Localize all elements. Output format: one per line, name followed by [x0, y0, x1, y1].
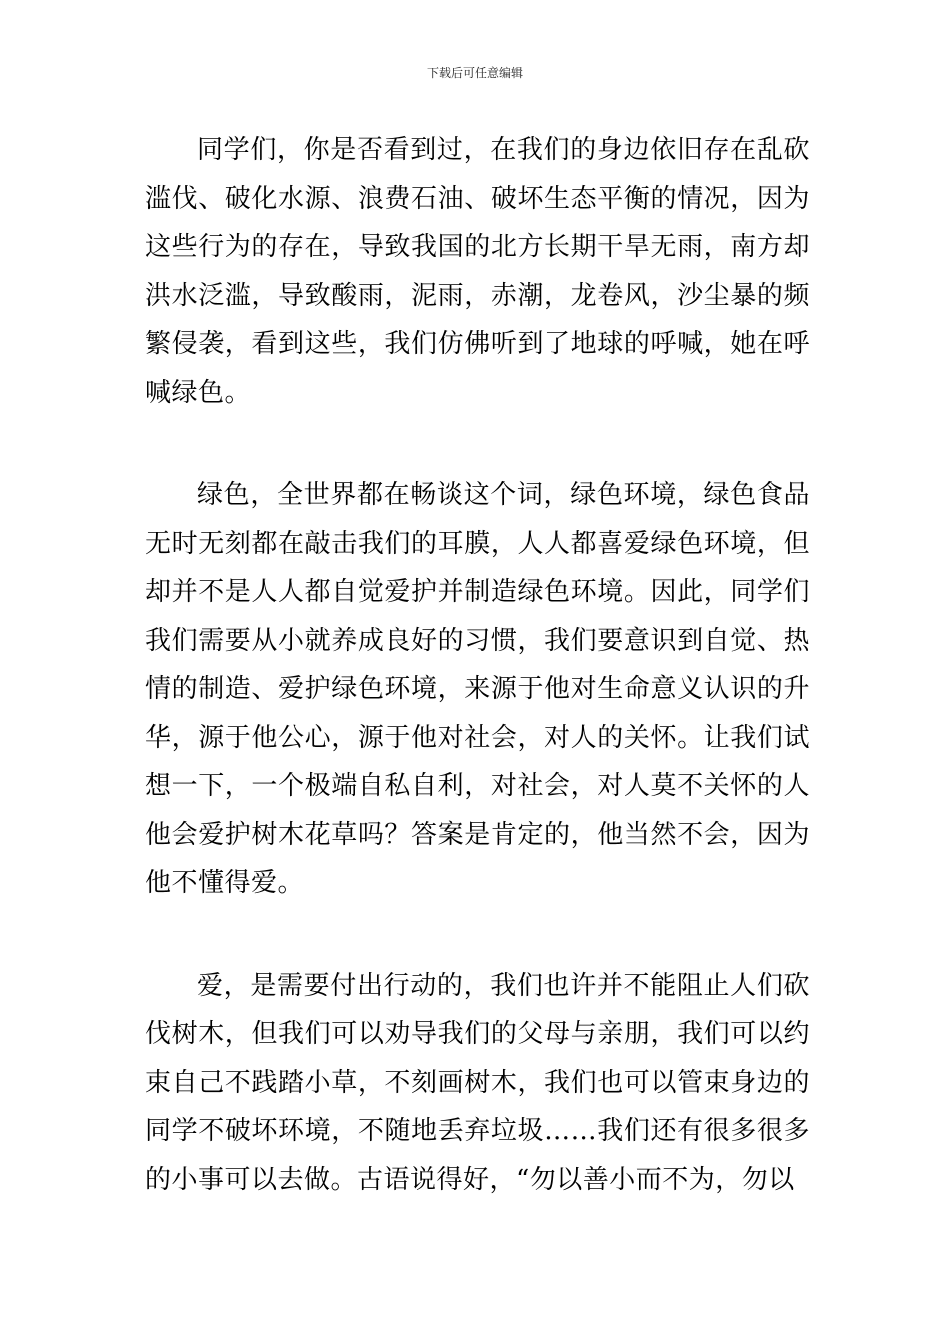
header-note: 下载后可任意编辑	[426, 66, 523, 80]
paragraph-1: 同学们，你是否看到过，在我们的身边依旧存在乱砍滥伐、破化水源、浪费石油、破坏生态平衡的情况，因为这些行为的存在，导致我国的北方长期干旱无雨，南方却洪水泛滥，导致酸雨，泥雨，赤潮，龙卷风，沙尘暴的频繁侵袭，看到这些，我们仿佛听到了地球的呼喊，她在呼喊绿色。	[145, 135, 810, 408]
document-body	[145, 126, 810, 1204]
paragraph-2: 绿色，全世界都在畅谈这个词，绿色环境，绿色食品无时无刻都在敲击我们的耳膜，人人都喜爱绿色环境，但却并不是人人都自觉爱护并制造绿色环境。因此，同学们我们需要从小就养成良好的习惯，我们要意识到自觉、热情的制造、爱护绿色环境，来源于他对生命意义认识的升华，源于他公心，源于他对社会，对人的关怀。让我们试想一下，一个极端自私自利，对社会，对人莫不关怀的人他会爱护树木花草吗？答案是肯定的，他当然不会，因为他不懂得爱。	[145, 480, 810, 898]
paragraph-3: 爱，是需要付出行动的，我们也许并不能阻止人们砍伐树木，但我们可以劝导我们的父母与亲朋，我们可以约束自己不践踏小草，不刻画树木，我们也可以管束身边的同学不破坏环境，不随地丢弃垃圾……我们还有很多很多的小事可以去做。古语说得好，“勿以善小而不为，勿以	[145, 970, 810, 1195]
